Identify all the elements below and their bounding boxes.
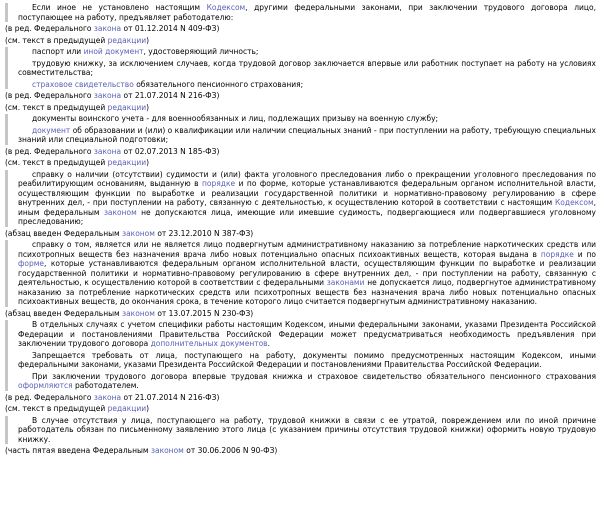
article-block-7 (5, 416, 596, 445)
text: не допускается лицо, подвергнутое административному наказанию за потребление наркотических средств или психотропных веществ без назначения врача либо новых потенциально опасных психоактивных веществ, до окончания срока, в течение которого лицо считается подвергнутым административному наказанию. (18, 278, 596, 306)
paragraph-missing-workbook: В случае отсутствия у лица, поступающего на работу, трудовой книжки в связи с ее утратой, повреждением или по иной причине работодатель обязан по письменному заявлению этого лица (с указанием причины отсутствия трудовой книжки) оформить новую трудовую книжку. (18, 415, 596, 444)
edition-note (5, 147, 596, 157)
text: (абзац введен Федеральным (5, 228, 123, 238)
text: , иным федеральным (18, 198, 596, 217)
list-item-insurance (18, 80, 596, 90)
text: Если иное не установлено настоящим (32, 3, 207, 12)
article-block-4 (5, 170, 596, 227)
text: об образовании и (или) о квалификации или наличии специальных знаний - при поступлении на работу, требующую специальных знаний или специальной подготовки; (18, 125, 596, 144)
text: В отдельных случаях с учетом специфики работы настоящим Кодексом, иными федеральными законами, указами Президента Российской Федерации и постановлениями Правительства Российской Федерации может предусматриваться необходимость предъявления при заключении трудового договора (18, 320, 596, 348)
laws-link[interactable]: законами (326, 278, 365, 287)
text: от 21.07.2014 N 216-ФЗ) (121, 91, 220, 100)
text: (в ред. Федерального (5, 392, 94, 402)
text: (в ред. Федерального (5, 146, 94, 156)
text: и по (573, 249, 596, 259)
intro-paragraph (18, 3, 596, 22)
other-document-link[interactable]: иной документ (83, 47, 144, 56)
previous-edition-note (5, 103, 596, 113)
edition-link[interactable]: редакции (107, 404, 147, 413)
law-link[interactable]: закона (93, 146, 122, 156)
text: справку о наличии (отсутствии) судимости и (или) факта уголовного преследования либо о прекращении уголовного преследования по реабилитирующим основаниям, выданную в (18, 169, 596, 188)
paragraph-introduced-note (5, 229, 596, 239)
list-item-military: документы воинского учета - для военнообязанных и лиц, подлежащих призыву на военную службу; (32, 114, 439, 123)
education-document-link[interactable]: документ (32, 125, 71, 135)
paragraph-first-contract (18, 372, 596, 391)
text: и по форме, которые устанавливаются федеральным органом исполнительной власти, осуществляющим функции по выработке и реализации государственной политики и нормативно-правовому регулированию в сфере внутренних дел, - при поступлении на работу, связанную с деятельностью, к осуществлению которой в соответствии с настоящим (18, 179, 596, 207)
paragraph-additional-documents (18, 320, 596, 349)
procedure-link[interactable]: порядке (202, 179, 236, 188)
text: , удостоверяющий личность; (143, 47, 259, 56)
list-item-education (18, 126, 596, 145)
text: работодателем. (72, 381, 139, 390)
law-link[interactable]: закона (93, 91, 122, 100)
previous-edition-note (5, 404, 596, 414)
text: . (267, 339, 270, 348)
list-item-criminal-record (18, 170, 596, 227)
part-introduced-note (5, 446, 596, 456)
codex-link[interactable]: Кодексом (554, 198, 594, 207)
text: ) (146, 158, 150, 167)
text: (абзац введен Федеральным (5, 308, 123, 318)
text: (часть пятая введена Федеральным (5, 446, 151, 455)
law-link[interactable]: законом (150, 446, 184, 455)
text: от 13.07.2015 N 230-ФЗ) (154, 308, 254, 318)
insurance-certificate-link[interactable]: страховое свидетельство (32, 79, 134, 89)
article-block-5 (5, 240, 596, 307)
article-block-1 (5, 3, 596, 22)
article-block-6 (5, 320, 596, 391)
text: (см. текст в предыдущей (5, 158, 108, 167)
text: (см. текст в предыдущей (5, 102, 108, 112)
text: ) (146, 102, 150, 112)
form-link[interactable]: форме (18, 259, 45, 268)
edition-note (5, 393, 596, 403)
text: от 23.12.2010 N 387-ФЗ) (154, 228, 254, 238)
text: ) (146, 404, 150, 413)
text: (см. текст в предыдущей (5, 404, 108, 413)
text: паспорт или (32, 47, 84, 56)
text: от 21.07.2014 N 216-ФЗ) (121, 392, 220, 402)
law-link[interactable]: законом (103, 207, 137, 217)
text: (см. текст в предыдущей (5, 35, 108, 45)
text: , которые устанавливаются федеральным органом исполнительной власти, осуществляющим функции по выработке и реализации государственной политики и нормативно-правовому регулированию в сфере внутренних дел, - при поступлении на работу, связанную с деятельностью, к осуществлению которой в соответствии с федеральными (18, 259, 596, 287)
law-link[interactable]: закона (93, 392, 122, 402)
law-link[interactable]: закона (93, 24, 122, 33)
edition-link[interactable]: редакции (107, 102, 147, 112)
text: от 01.12.2014 N 409-ФЗ) (121, 24, 220, 33)
law-link[interactable]: законом (122, 228, 155, 238)
procedure-link[interactable]: порядке (540, 249, 574, 259)
text: справку о том, является или не является лицо подвергнутым административному наказанию за потребление наркотических средств или психотропных веществ без назначения врача либо новых потенциально опасных психоактивных веществ, которая выдана в (18, 240, 596, 259)
edition-link[interactable]: редакции (107, 35, 147, 45)
list-item-workbook: трудовую книжку, за исключением случаев, когда трудовой договор заключается впервые или работник поступает на работу на условиях совместительства; (18, 58, 596, 77)
paragraph-prohibition: Запрещается требовать от лица, поступающего на работу, документы помимо предусмотренных настоящим Кодексом, иными федеральными законами, указами Президента Российской Федерации и постановлениями Правительства Российской Федерации. (18, 350, 596, 369)
edition-note (5, 91, 596, 101)
list-item-drug-certificate (18, 240, 596, 307)
text: , другими федеральными законами, при заключении трудового договора лицо, поступающее на работу, предъявляет работодателю: (18, 3, 597, 22)
text: (в ред. Федерального (5, 91, 94, 100)
law-link[interactable]: законом (122, 308, 155, 318)
additional-documents-link[interactable]: дополнительных документов (150, 339, 268, 348)
text: обязательного пенсионного страхования; (133, 79, 304, 89)
text: от 02.07.2013 N 185-ФЗ) (121, 146, 220, 156)
edition-note (5, 24, 596, 34)
text: от 30.06.2006 N 90-ФЗ) (183, 446, 278, 455)
paragraph-introduced-note (5, 309, 596, 319)
article-block-2 (5, 47, 596, 89)
issued-link[interactable]: оформляются (18, 381, 73, 390)
edition-link[interactable]: редакции (107, 158, 147, 167)
text: не допускаются лица, имеющие или имевшие судимость, подвергающиеся или подвергавшиеся уголовному преследованию; (18, 207, 596, 226)
text: ) (146, 35, 150, 45)
list-item-passport (18, 47, 596, 57)
previous-edition-note (5, 36, 596, 46)
article-block-3 (5, 114, 596, 145)
codex-link[interactable]: Кодексом (206, 3, 246, 12)
text: (в ред. Федерального (5, 24, 94, 33)
text: При заключении трудового договора впервые трудовая книжка и страховое свидетельство обязательного пенсионного страхования (32, 371, 596, 381)
previous-edition-note (5, 158, 596, 168)
